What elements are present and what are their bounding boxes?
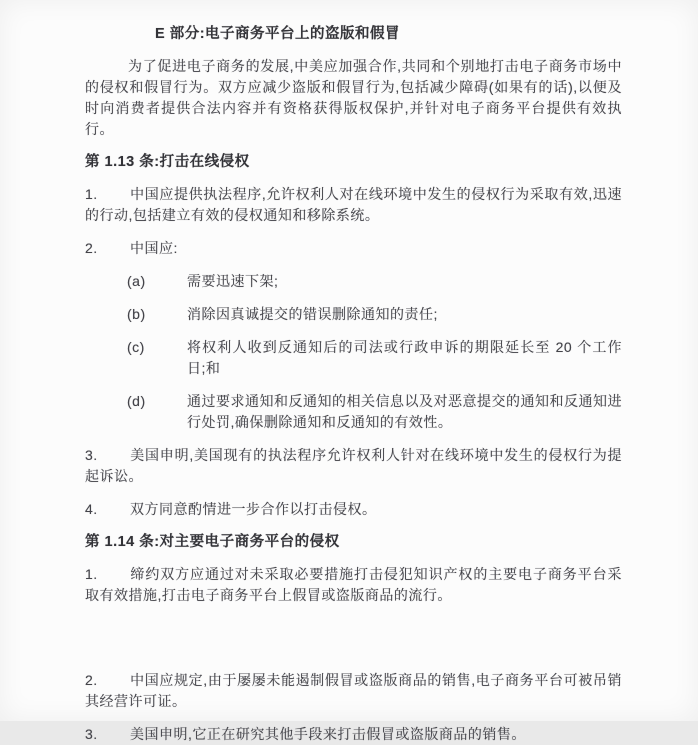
item-number: 3. [85,447,98,463]
subitem-b [85,304,622,325]
item-text: 双方同意酌情进一步合作以打击侵权。 [130,501,377,517]
item-number: 1. [85,186,98,202]
article-1-14-item-1 [85,564,622,606]
subitem-a [85,271,622,292]
article-1-13-item-4 [85,499,622,520]
subitem-d [85,391,622,433]
subitem-c [85,337,622,379]
subitem-marker: (c) [127,339,145,355]
item-text: 美国申明,美国现有的执法程序允许权利人针对在线环境中发生的侵权行为提起诉讼。 [85,447,622,484]
article-1-14-item-2 [85,670,622,712]
subitem-text: 需要迅速下架; [187,273,279,289]
item-text: 缔约双方应通过对未采取必要措施打击侵犯知识产权的主要电子商务平台采取有效措施,打击电子商务平台上假冒或盗版商品的流行。 [85,566,622,603]
item-text: 中国应提供执法程序,允许权利人对在线环境中发生的侵权行为采取有效,迅速的行动,包括建立有效的侵权通知和移除系统。 [85,186,622,223]
article-1-14-heading: 第 1.14 条:对主要电子商务平台的侵权 [85,534,340,550]
subitem-marker: (b) [127,306,146,322]
item-number: 4. [85,501,98,517]
subitem-marker: (d) [127,393,146,409]
subitem-text: 将权利人收到反通知后的司法或行政申诉的期限延长至 20 个工作日;和 [187,339,622,376]
section-title: E 部分:电子商务平台上的盗版和假冒 [155,26,401,42]
article-1-13-item-1 [85,184,622,226]
article-1-14-item-3 [85,724,622,745]
item-number: 2. [85,240,98,256]
item-number: 1. [85,566,98,582]
intro-paragraph: 为了促进电子商务的发展,中美应加强合作,共同和个别地打击电子商务市场中的侵权和假冒行为。双方应减少盗版和假冒行为,包括减少障碍(如果有的话),以便及时向消费者提供合法内容并有资格获得版权保护,并针对电子商务平台提供有效执行。 [85,58,622,137]
item-text: 中国应: [130,240,178,256]
article-1-13-heading: 第 1.13 条:打击在线侵权 [85,154,250,170]
paragraph-gap [85,618,622,670]
subitem-marker: (a) [127,273,146,289]
subitem-text: 通过要求通知和反通知的相关信息以及对恶意提交的通知和反通知进行处罚,确保删除通知和反通知的有效性。 [187,393,622,430]
subitem-text: 消除因真诚提交的错误删除通知的责任; [187,306,438,322]
item-text: 美国申明,它正在研究其他手段来打击假冒或盗版商品的销售。 [130,726,526,742]
article-1-13-item-2 [85,238,622,259]
item-text: 中国应规定,由于屡屡未能遏制假冒或盗版商品的销售,电子商务平台可被吊销其经营许可证。 [85,672,622,709]
article-1-13-item-3 [85,445,622,487]
item-number: 3. [85,726,98,742]
item-number: 2. [85,672,98,688]
